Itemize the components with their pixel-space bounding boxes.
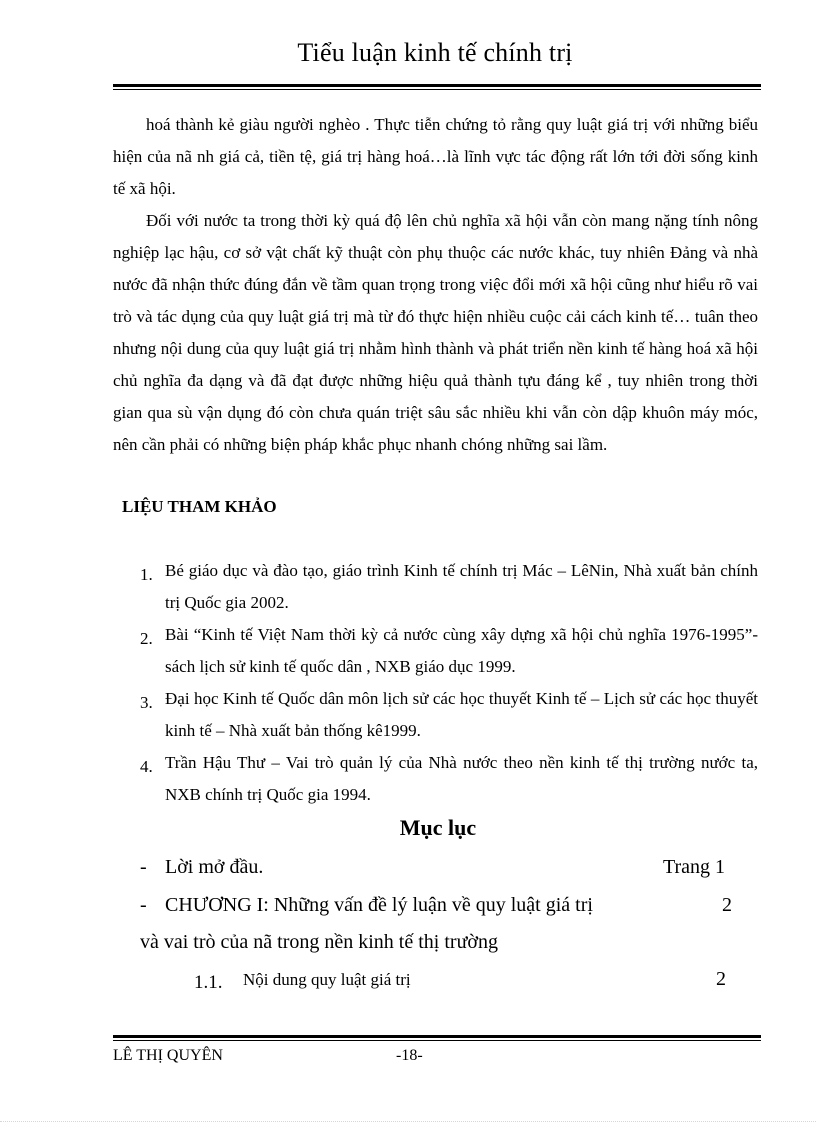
reference-text: Bài “Kinh tế Việt Nam thời kỳ cả nước cùng xây dựng xã hội chủ nghĩa 1976-1995”- sách lịch sử kinh tế quốc dân , NXB giáo dục 1999.	[165, 625, 758, 676]
toc-entry-page: Trang 1	[663, 856, 726, 878]
body-paragraph-2: Đối với nước ta trong thời kỳ quá độ lên chủ nghĩa xã hội vẫn còn mang nặng tính nông nghiệp lạc hậu, cơ sở vật chất kỹ thuật còn phụ thuộc các nước khác, tuy nhiên Đảng và nhà nước đã nhận thức đúng đắn về tầm quan trọng trong việc đổi mới xã hội cũng như hiểu rõ vai trò và tác dụng của quy luật giá trị mà từ đó thực hiện nhiều cuộc cải cách kinh tế… tuân theo nhưng nội dung của quy luật giá trị nhằm hình thành và phát triển nền kinh tế hàng hoá xã hội chủ nghĩa đa dạng và đã đạt được những hiệu quả thành tựu đáng kể , tuy nhiên trong thời gian qua sù vận dụng đó còn chưa quán triệt sâu sắc nhiều khi vẫn còn dập khuôn máy móc, nên cần phải có những biện pháp khắc phục nhanh chóng những sai lầm.	[113, 211, 758, 454]
reference-number: 2.	[140, 629, 153, 648]
footer-author: LÊ THỊ QUYÊN	[113, 1047, 223, 1064]
page-bottom-edge	[0, 1121, 816, 1122]
reference-number: 3.	[140, 693, 153, 712]
toc-entry-label: Nội dung quy luật giá trị	[243, 970, 411, 989]
body-paragraph-1: hoá thành kẻ giàu người nghèo . Thực tiễn chứng tỏ rằng quy luật giá trị với những biểu hiện của nã nh giá cả, tiền tệ, giá trị hàng hoá…là lĩnh vực tác động rất lớn tới đời sống kinh tế xã hội.	[113, 115, 758, 198]
toc-entry-number: 1.1.	[194, 972, 223, 993]
toc-entry-page: 2	[722, 894, 732, 916]
reference-text: Đại học Kinh tế Quốc dân môn lịch sử các học thuyết Kinh tế – Lịch sử các học thuyết kinh tế – Nhà xuất bản thống kê1999.	[165, 689, 758, 740]
references-heading: LIỆU THAM KHẢO	[122, 497, 277, 516]
toc-dash: -	[140, 856, 147, 878]
reference-text: Bé giáo dục và đào tạo, giáo trình Kinh tế chính trị Mác – LêNin, Nhà xuất bản chính trị Quốc gia 2002.	[165, 561, 758, 612]
reference-text: Trần Hậu Thư – Vai trò quản lý của Nhà nước theo nền kinh tế thị trường nước ta, NXB chính trị Quốc gia 1994.	[165, 753, 758, 804]
toc-entry-label: CHƯƠNG I: Những vấn đề lý luận về quy luật giá trị	[165, 894, 593, 916]
page-header-title: Tiểu luận kinh tế chính trị	[297, 38, 573, 67]
header-double-rule	[113, 84, 761, 87]
footer-double-rule	[113, 1035, 761, 1038]
toc-entry-continuation: và vai trò của nã trong nền kinh tế thị trường	[140, 931, 498, 953]
reference-number: 1.	[140, 565, 153, 584]
reference-number: 4.	[140, 757, 153, 776]
toc-entry-label: Lời mở đầu.	[165, 856, 264, 878]
toc-entry-page: 2	[716, 968, 726, 990]
footer-page-number: -18-	[396, 1047, 423, 1064]
toc-title: Mục lục	[399, 815, 477, 840]
toc-dash: -	[140, 894, 147, 916]
